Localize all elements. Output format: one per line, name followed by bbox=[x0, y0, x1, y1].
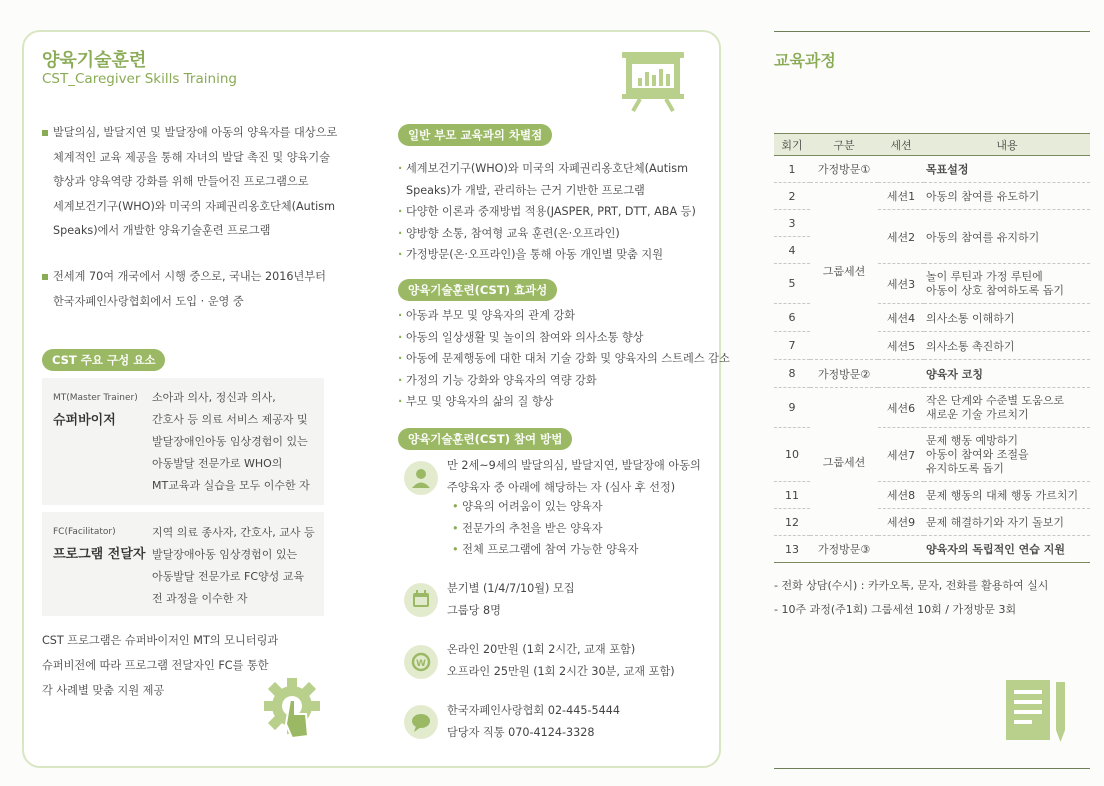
presentation-board-icon bbox=[620, 50, 686, 112]
table-row: 4 bbox=[774, 237, 1090, 264]
role-en-fc: FC(Facilitator) bbox=[53, 527, 116, 537]
table-row: 7 세션5 의사소통 촉진하기 bbox=[774, 332, 1090, 360]
col-header-session: 세션 bbox=[878, 134, 924, 156]
group-session-label-1: 그룹세션 bbox=[810, 183, 878, 360]
note-2: - 10주 과정(주1회) 그룹세션 10회 / 가정방문 3회 bbox=[774, 603, 1017, 616]
table-row: 13 가정방문③ 양육자의 독립적인 연습 지원 bbox=[774, 536, 1090, 563]
table-row: 8 가정방문② 양육자 코칭 bbox=[774, 360, 1090, 388]
table-row: 3 세션2 아동의 참여를 유지하기 bbox=[774, 210, 1090, 237]
svg-text:W: W bbox=[416, 659, 426, 669]
document-pencil-icon bbox=[1004, 678, 1068, 746]
chat-icon bbox=[404, 705, 438, 739]
target-text: 만 2세~9세의 발달의심, 발달지연, 발달장애 아동의 주양육자 중 아래에 해당하는 자 (심사 후 선정) bbox=[447, 459, 701, 494]
gear-touch-icon bbox=[262, 676, 326, 742]
calendar-icon bbox=[404, 583, 438, 617]
role-desc-fc: 지역 의료 종사자, 간호사, 교사 등 발달장애아동 임상경험이 있는 아동발달 전문가로 FC양성 교육 전 과정을 이수한 자 bbox=[152, 526, 315, 605]
effect-list: · 아동과 부모 및 양육자의 관계 강화 · 아동의 일상생활 및 놀이의 참여와 의사소통 향상 · 아동에 문제행동에 대한 대처 기술 강화 및 양육자의 스트레스 감소 · 가정의 기능 강화와 양육자의 역량 강화 · 부모 및 양육자의 삶의 질 향상 bbox=[398, 305, 730, 413]
table-row: 2 그룹세션 세션1 아동의 참여를 유도하기 bbox=[774, 183, 1090, 210]
role-en-mt: MT(Master Trainer) bbox=[53, 393, 138, 403]
table-row: 11 세션8 문제 행동의 대체 행동 가르치기 bbox=[774, 482, 1090, 509]
role-ko-fc: 프로그램 전달자 bbox=[53, 547, 146, 562]
diff-label: 일반 부모 교육과의 차별점 bbox=[398, 124, 552, 146]
table-row: 5 세션3 놀이 루틴과 가정 루틴에 아동이 상호 참여하도록 돕기 bbox=[774, 264, 1090, 304]
fee-text: 온라인 20만원 (1회 2시간, 교재 포함) 오프라인 25만원 (1회 2시간 30분, 교재 포함) bbox=[447, 643, 675, 678]
table-row: 1 가정방문① 목표설정 bbox=[774, 156, 1090, 183]
table-row: 9 그룹세션 세션6 작은 단계와 수준별 도움으로 새로운 기술 가르치기 bbox=[774, 388, 1090, 428]
table-row: 10 세션7 문제 행동 예방하기 아동이 참여와 조절을 유지하도록 돕기 bbox=[774, 428, 1090, 482]
curriculum-table bbox=[774, 133, 1090, 563]
role-desc-mt: 소아과 의사, 정신과 의사, 간호사 등 의료 서비스 제공자 및 발달장애인아동 임상경험이 있는 아동발달 전문가로 WHO의 MT교육과 실습을 모두 이수한 자 bbox=[152, 391, 310, 492]
curriculum-title: 교육과정 bbox=[774, 51, 836, 70]
group-session-label-2: 그룹세션 bbox=[810, 388, 878, 536]
coin-icon bbox=[404, 645, 438, 679]
col-header-no: 회기 bbox=[774, 134, 810, 156]
role-ko-mt: 슈퍼바이저 bbox=[53, 413, 116, 428]
note-1: - 전화 상담(수시) : 카카오톡, 문자, 전화를 활용하여 실시 bbox=[774, 579, 1049, 592]
table-row: 12 세션9 문제 해결하기와 자기 돌보기 bbox=[774, 509, 1090, 536]
table-row: 6 세션4 의사소통 이해하기 bbox=[774, 304, 1090, 332]
diff-list: · 세계보건기구(WHO)와 미국의 자폐권리옹호단체(Autism Speaks)가 개발, 관리하는 근거 기반한 프로그램 · 다양한 이론과 중재방법 적용(JASPER, PRT, DTT, ABA 등) · 양방향 소통, 참여형 교육 훈련(온·오프라인) · 가정방문(온·오프라인)을 통해 아동 개인별 맞춤 지원 bbox=[398, 158, 696, 266]
col-header-type: 구분 bbox=[810, 134, 878, 156]
cst-note: CST 프로그램은 슈퍼바이저인 MT의 모니터링과 슈퍼비전에 따라 프로그램 전달자인 FC를 통한 각 사례별 맞춤 지원 제공 bbox=[42, 634, 279, 697]
page-subtitle: CST_Caregiver Skills Training bbox=[42, 71, 237, 87]
person-icon bbox=[404, 461, 438, 495]
bottom-rule bbox=[774, 768, 1090, 769]
col-header-content: 내용 bbox=[924, 134, 1090, 156]
top-rule bbox=[774, 31, 1090, 32]
contact-text: 한국자폐인사랑협회 02-445-5444 담당자 직통 070-4124-3328 bbox=[447, 704, 620, 739]
join-label: 양육기술훈련(CST) 참여 방법 bbox=[398, 428, 572, 450]
effect-label: 양육기술훈련(CST) 효과성 bbox=[398, 279, 557, 301]
schedule-text: 분기별 (1/4/7/10월) 모집 그룹당 8명 bbox=[447, 582, 575, 617]
target-list: • 양육의 어려움이 있는 양육자 • 전문가의 추천을 받은 양육자 • 전체 프로그램에 참여 가능한 양육자 bbox=[452, 496, 639, 561]
components-label: CST 주요 구성 요소 bbox=[42, 349, 165, 371]
page-title: 양육기술훈련 bbox=[42, 50, 147, 71]
